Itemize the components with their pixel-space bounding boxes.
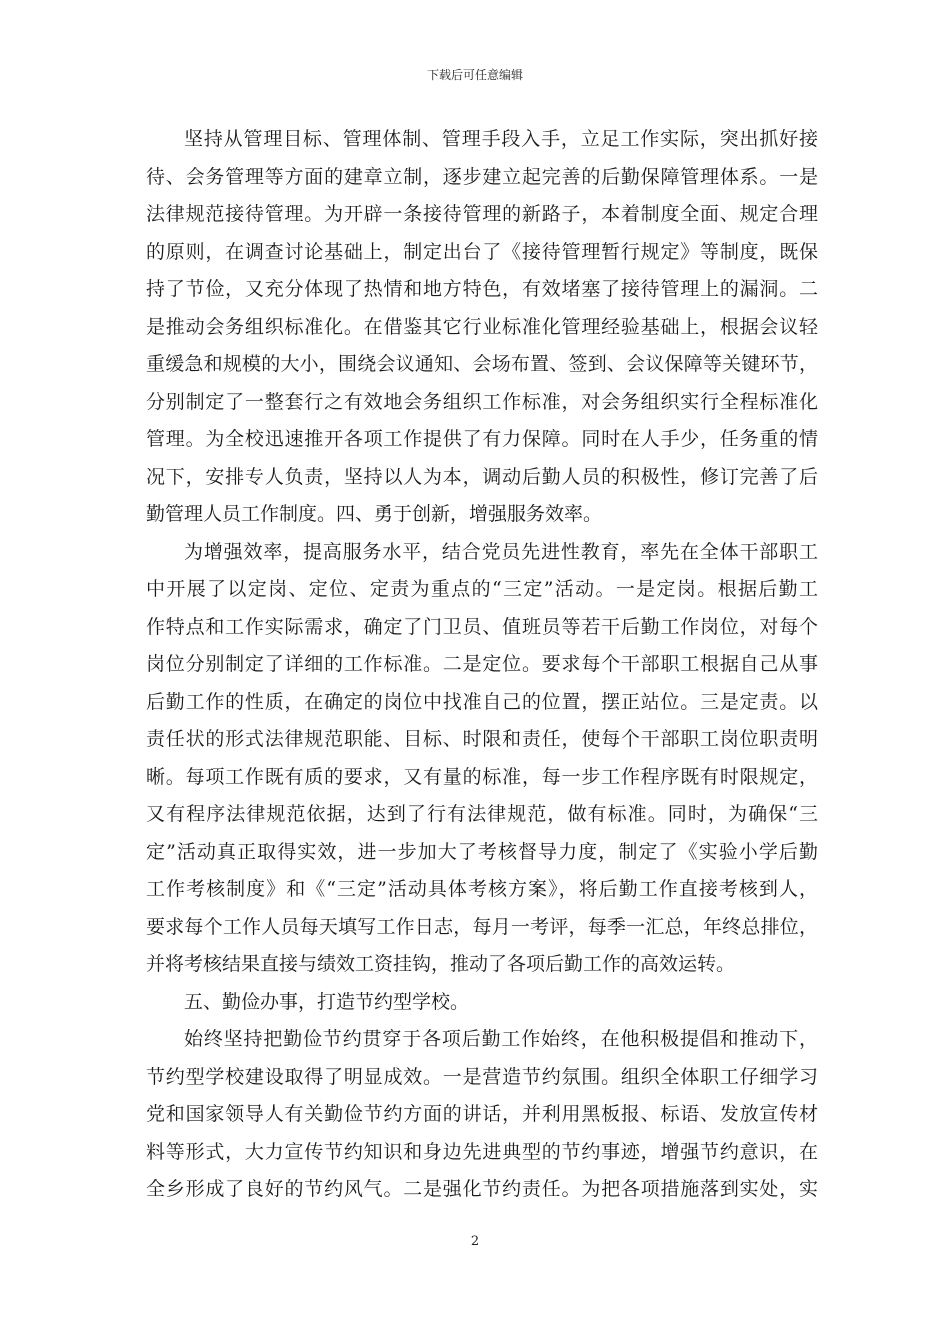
- text-line: 作特点和工作实际需求，确定了门卫员、值班员等若干后勤工作岗位，对每个: [146, 615, 818, 638]
- text-line: 是推动会务组织标准化。在借鉴其它行业标准化管理经验基础上，根据会议轻: [146, 315, 818, 338]
- page-header: 下载后可任意编辑: [426, 68, 523, 82]
- text-line: 要求每个工作人员每天填写工作日志，每月一考评，每季一汇总，年终总排位，: [146, 915, 818, 938]
- body-text: [146, 121, 818, 1209]
- text-line: 责任状的形式法律规范职能、目标、时限和责任，使每个干部职工岗位职责明: [146, 728, 818, 750]
- text-line: 的原则，在调查讨论基础上，制定出台了《接待管理暂行规定》等制度，既保: [146, 240, 818, 263]
- text-line: 工作考核制度》和《“三定”活动具体考核方案》，将后勤工作直接考核到人，: [146, 878, 818, 900]
- text-line: 分别制定了一整套行之有效地会务组织工作标准，对会务组织实行全程标准化: [146, 390, 818, 413]
- text-line: 勤管理人员工作制度。四、勇于创新，增强服务效率。: [146, 503, 603, 525]
- text-line: 定”活动真正取得实效，进一步加大了考核督导力度，制定了《实验小学后勤: [146, 840, 818, 863]
- text-line: 党和国家领导人有关勤俭节约方面的讲话，并利用黑板报、标语、发放宣传材: [146, 1103, 818, 1125]
- text-line: 重缓急和规模的大小，围绕会议通知、会场布置、签到、会议保障等关键环节，: [146, 353, 818, 375]
- text-line: 又有程序法律规范依据，达到了行有法律规范，做有标准。同时，为确保“三: [146, 803, 818, 825]
- text-line: 持了节俭，又充分体现了热情和地方特色，有效堵塞了接待管理上的漏洞。二: [146, 278, 818, 300]
- text-line: 始终坚持把勤俭节约贯穿于各项后勤工作始终，在他积极提倡和推动下，: [184, 1028, 818, 1050]
- text-line: 况下，安排专人负责，坚持以人为本，调动后勤人员的积极性，修订完善了后: [146, 465, 818, 488]
- text-line: 后勤工作的性质，在确定的岗位中找准自己的位置，摆正站位。三是定责。以: [146, 690, 818, 713]
- text-line: 管理。为全校迅速推开各项工作提供了有力保障。同时在人手少，任务重的情: [146, 428, 818, 450]
- text-line: 岗位分别制定了详细的工作标准。二是定位。要求每个干部职工根据自己从事: [146, 653, 818, 675]
- text-line: 法律规范接待管理。为开辟一条接待管理的新路子，本着制度全面、规定合理: [146, 203, 818, 225]
- text-line: 节约型学校建设取得了明显成效。一是营造节约氛围。组织全体职工仔细学习: [146, 1065, 818, 1088]
- text-line: 中开展了以定岗、定位、定责为重点的“三定”活动。一是定岗。根据后勤工: [146, 578, 818, 600]
- section-heading: 五、勤俭办事，打造节约型学校。: [184, 990, 470, 1013]
- text-line: 并将考核结果直接与绩效工资挂钩，推动了各项后勤工作的高效运转。: [146, 953, 736, 975]
- text-line: 全乡形成了良好的节约风气。二是强化节约责任。为把各项措施落到实处，实: [146, 1178, 818, 1200]
- text-line: 待、会务管理等方面的建章立制，逐步建立起完善的后勤保障管理体系。一是: [146, 165, 818, 188]
- page-number: 2: [470, 1234, 480, 1249]
- text-line: 料等形式，大力宣传节约知识和身边先进典型的节约事迹，增强节约意识，在: [146, 1140, 818, 1163]
- text-line: 为增强效率，提高服务水平，结合党员先进性教育，率先在全体干部职工: [184, 540, 818, 563]
- text-line: 坚持从管理目标、管理体制、管理手段入手，立足工作实际，突出抓好接: [184, 128, 818, 150]
- text-line: 晰。每项工作既有质的要求，又有量的标准，每一步工作程序既有时限规定，: [146, 765, 818, 788]
